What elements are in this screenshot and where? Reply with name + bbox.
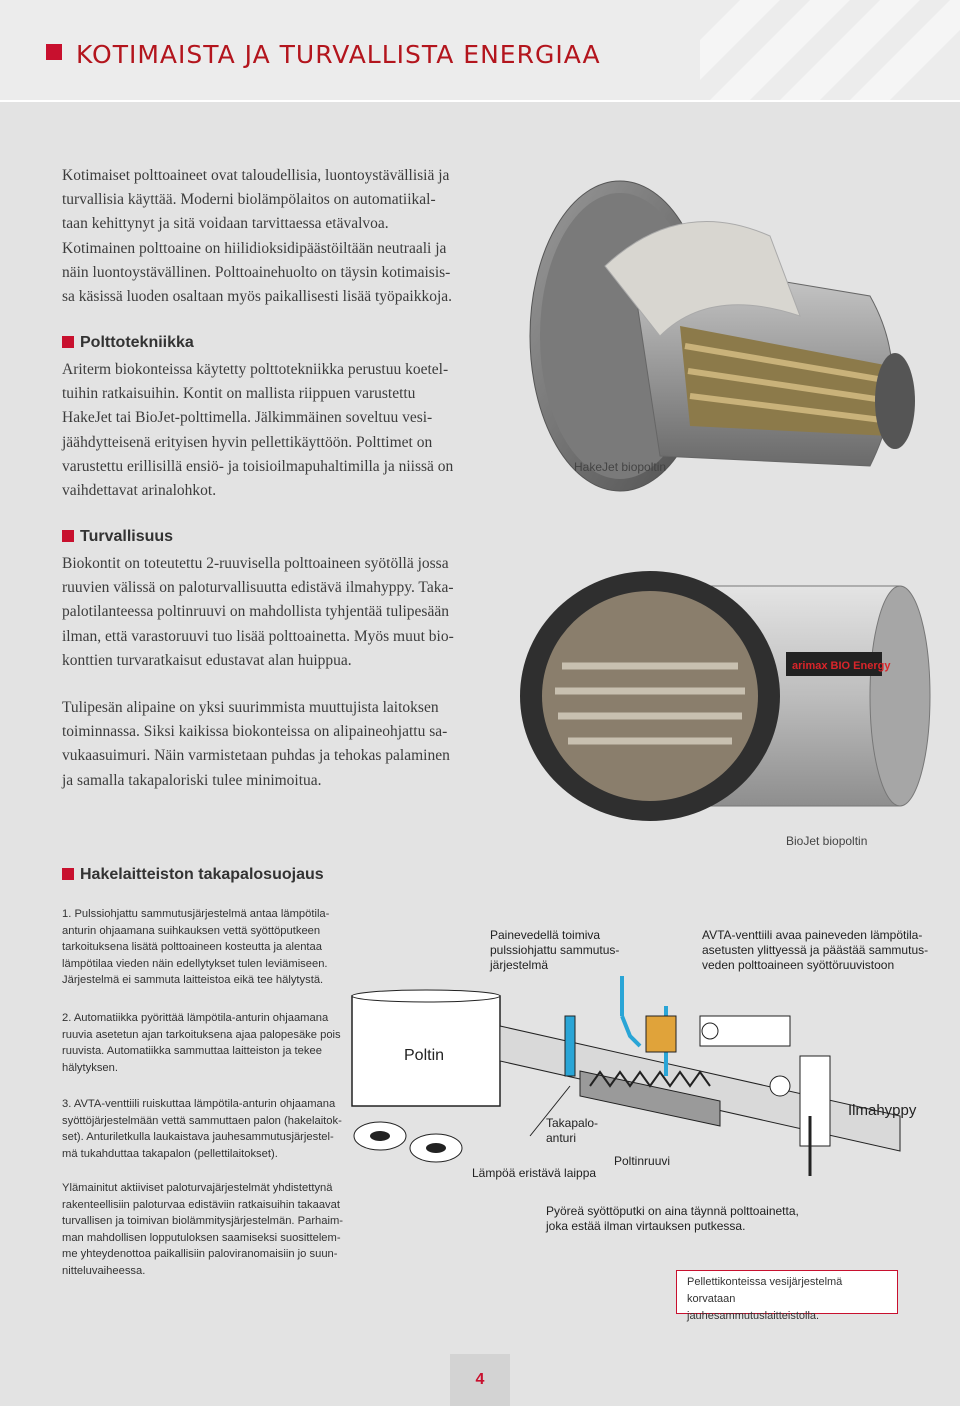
step-2-text: 2. Automatiikka pyörittää lämpötila-anturin ohjaamana ruuvia asetetun ajan tarkoituksena ajaa palopesäke pois ruuvista. Automatiikka sammuttaa laitteiston ja tekee hälytyksen. bbox=[62, 1012, 341, 1074]
decorative-pattern bbox=[700, 0, 960, 100]
avta-label: AVTA-venttiili avaa paineveden lämpötila- asetusten ylittyessä ja päästää sammutus- veden polttoaineen syöttöruuvistoon bbox=[702, 928, 929, 972]
poltin-label: Poltin bbox=[404, 1047, 445, 1064]
header-bullet bbox=[46, 44, 62, 60]
page-number: 4 bbox=[450, 1354, 510, 1406]
ilmahyppy-label: Ilmahyppy bbox=[848, 1102, 917, 1119]
poltinruuvi-label: Poltinruuvi bbox=[614, 1154, 671, 1168]
pyorea-label: Pyöreä syöttöputki on aina täynnä polttoainetta, joka estää ilman virtauksen putkessa. bbox=[546, 1204, 799, 1233]
step-1-text: 1. Pulssiohjattu sammutusjärjestelmä antaa lämpötila- anturin ohjaamana suihkauksen vettä syöttöputkeen tarkoituksena lisätä polttoaineen kosteutta ja alentaa lämpötilaa vieden näin edellytykset tulen leviämiseen. Järjestelmä ei sammuta laitteistoa eikä tee hälytystä. bbox=[62, 908, 330, 987]
biojet-burner-image bbox=[500, 556, 940, 856]
heading-polttotekniikka: Polttotekniikka bbox=[62, 334, 194, 352]
laippa-label: Lämpöä eristävä laippa bbox=[472, 1166, 597, 1180]
turvallisuus-paragraph: Biokontit on toteutettu 2-ruuvisella polttoaineen syötöllä jossa ruuvien välissä on paloturvallisuutta edistävä ilmahyppy. Taka- palotilanteessa poltinruuvi on mahdollista tyhjentää tulipesään ilman, että varastoruuvi tuo lisää polttoainetta. Myös muut bio- konttien turvaratkaisut edustavat alan huippua. bbox=[62, 555, 454, 669]
brand-label: arimax BIO Energy bbox=[792, 660, 891, 672]
tulipesa-paragraph: Tulipesän alipaine on yksi suurimmista muuttujista laitoksen toiminnassa. Siksi kaikissa biokonteissa on alipaineohjattu sa- vukaasuimuri. Näin varmistetaan puhdas ja tehokas palaminen ja samalla takapaloriski tulee minimoitua. bbox=[62, 699, 450, 789]
painevesi-label: Painevedellä toimiva pulssiohjattu sammutus- järjestelmä bbox=[490, 928, 620, 972]
fire-protection-diagram bbox=[340, 976, 940, 1216]
heading-turvallisuus: Turvallisuus bbox=[62, 528, 173, 546]
hakejet-burner-image bbox=[510, 176, 930, 536]
biojet-caption: BioJet biopoltin bbox=[786, 834, 868, 848]
intro-paragraph: Kotimaiset polttoaineet ovat taloudellisia, luontoystävällisiä ja turvallisia käyttää. Moderni biolämpölaitos on automatiikal- taan kehittynyt ja sitä voidaan tarvittaessa etävalvoa. Kotimainen polttoaine on hiilidioksidipäästöiltään neutraali ja näin luontoystävällinen. Polttoainehuolto on täysin kotimaisis- sa käsissä luoden osaltaan myös paikallisesti lisää työpaikkoja. bbox=[62, 167, 453, 306]
step-3-text: 3. AVTA-venttiili ruiskuttaa lämpötila-anturin ohjaamana syöttöjärjestelmään vettä sammuttaen palon (hakelaitok- set). Anturiletkulla laukaistava jauhesammutusjärjestel- mä tukahduttaa takapalon (pellettilaitokset). bbox=[62, 1098, 342, 1160]
page-title: KOTIMAISTA JA TURVALLISTA ENERGIAA bbox=[76, 40, 601, 69]
heading-takapalosuojaus: Hakelaitteiston takapalosuojaus bbox=[62, 866, 324, 884]
page-header bbox=[0, 0, 960, 102]
summary-text: Ylämainitut aktiiviset paloturvajärjestelmät yhdistettynä rakenteellisiin paloturvaa edistäviin ratkaisuihin takaavat turvallisen ja toimivan biolämmitysjärjestelmän. Parhaim- man mahdollisen lopputuloksen saamiseksi suosittelem- me yhteydenottoa paikallisiin paloviranomaisiin jo suun- nitteluvaiheessa. bbox=[62, 1182, 344, 1277]
pellet-note: Pellettikonteissa vesijärjestelmä korvataan jauhesammutuslaitteistolla. bbox=[676, 1270, 898, 1314]
takapalo-label: Takapalo- anturi bbox=[546, 1116, 599, 1145]
polttotekniikka-paragraph: Ariterm biokonteissa käytetty polttotekniikka perustuu koetel- tuihin ratkaisuihin. Kontit on mallista riippuen varustettu HakeJet tai BioJet-polttimella. Jälkimmäinen soveltuu vesi- jäähdytteisenä erityisen hyvin pellettikäyttöön. Polttimet on varustettu erillisillä ensiö- ja toisioilmapuhaltimilla ja niissä on vaihdettavat arinalohkot. bbox=[62, 361, 454, 500]
hakejet-caption: HakeJet biopoltin bbox=[574, 460, 667, 474]
